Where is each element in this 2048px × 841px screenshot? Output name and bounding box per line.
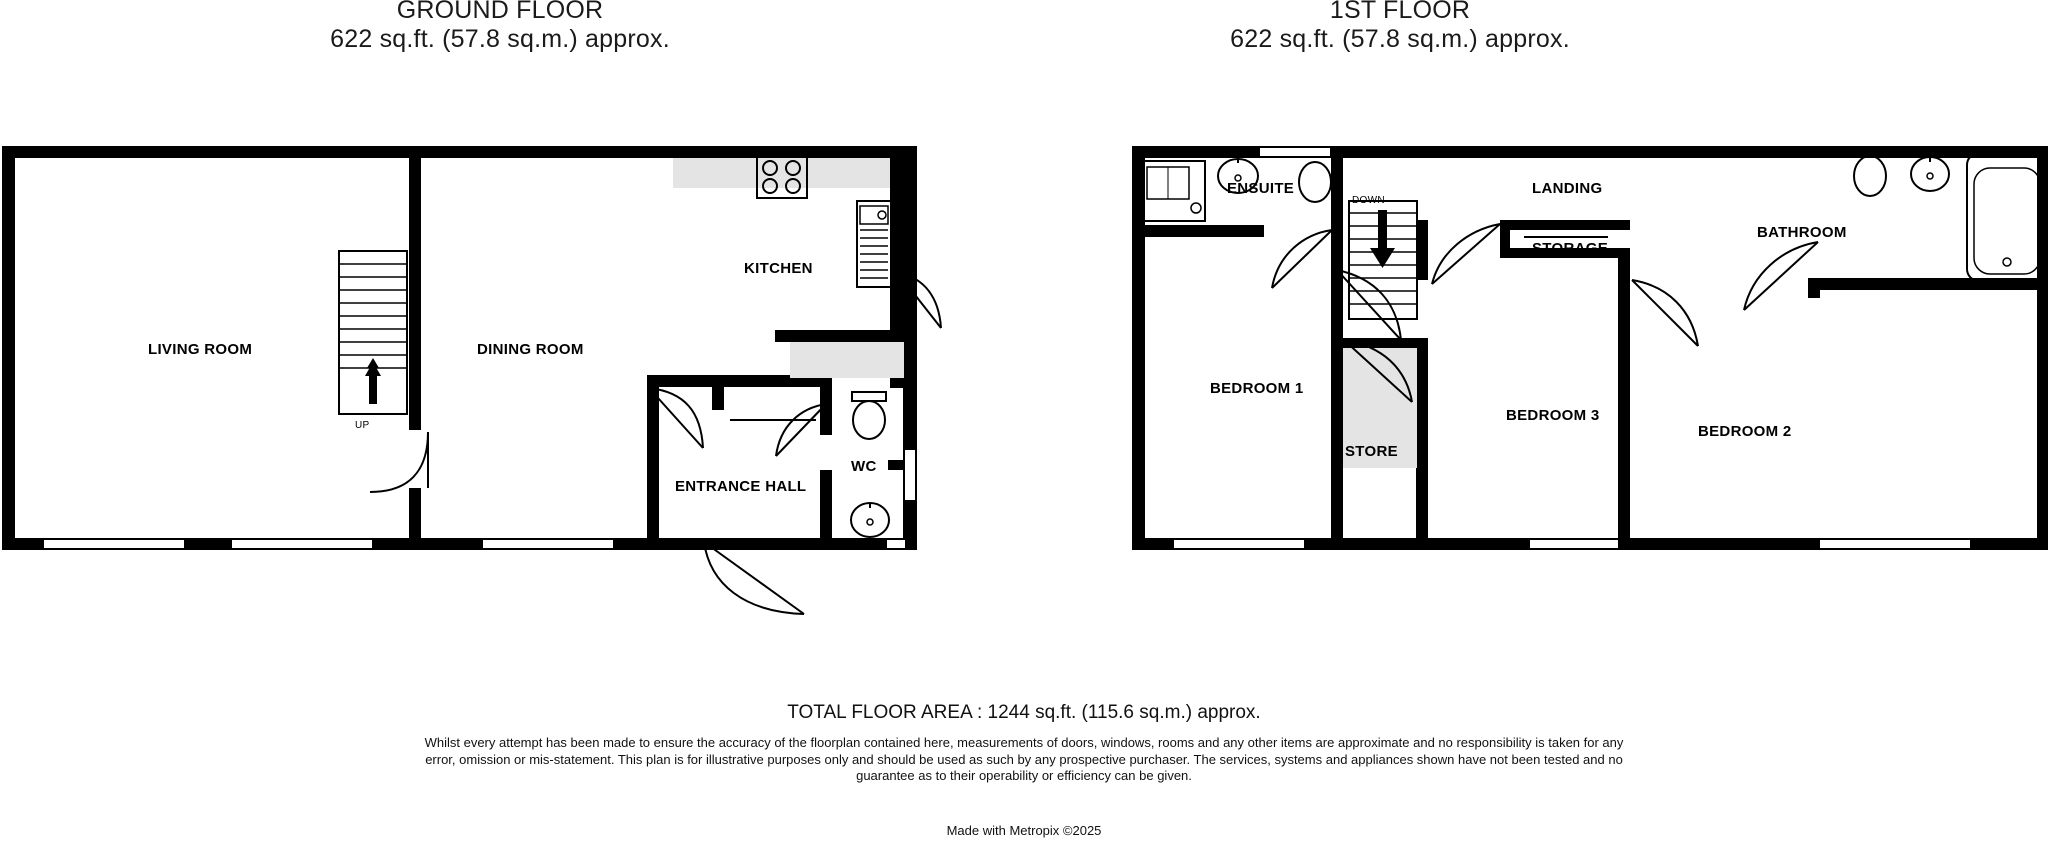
first-wall-bed3-right-top — [1618, 248, 1630, 268]
first-window-top — [1260, 146, 1330, 158]
room-label-bedroom-2: BEDROOM 2 — [1698, 423, 1792, 440]
room-label-dining-room: DINING ROOM — [477, 341, 584, 358]
first-door-bedroom3 — [1428, 222, 1502, 286]
ensuite-shower — [1140, 160, 1206, 222]
first-door-store — [1342, 338, 1414, 404]
first-wall-bed3-right — [1618, 248, 1630, 550]
ground-window-1 — [44, 538, 184, 550]
bathroom-toilet — [1850, 152, 1890, 202]
disclaimer-text: Whilst every attempt has been made to ensure the accuracy of the floorplan contained here, measurements of doors, windows, rooms and any other items are approximate and no responsibility is taken for any error, omission or mis-statement. This plan is for illustrative purposes only and should be used as such by any prospective purchaser. The services, systems and appliances shown have not been tested and no guarantee as to their operability or efficiency can be given. — [424, 735, 1624, 783]
room-label-storage: STORAGE — [1532, 240, 1609, 257]
ground-window-3 — [483, 538, 613, 550]
ground-door-wc — [770, 400, 830, 460]
wc-toilet — [848, 392, 890, 440]
ground-floor-plan — [0, 0, 960, 600]
room-label-landing: LANDING — [1532, 180, 1603, 197]
first-wall-ensuite-bottom — [1132, 225, 1264, 237]
ground-door-living — [368, 430, 448, 500]
room-label-store: STORE — [1345, 443, 1398, 460]
ground-window-right — [903, 450, 917, 500]
kitchen-oven — [856, 200, 892, 288]
first-wall-storage-top — [1500, 220, 1630, 230]
first-door-ensuite — [1268, 228, 1334, 290]
first-floor-plan — [1120, 0, 2048, 600]
room-label-bedroom-3: BEDROOM 3 — [1506, 407, 1600, 424]
ground-wall-wc-notch — [888, 460, 904, 470]
ground-window-2 — [232, 538, 372, 550]
ground-staircase — [338, 250, 408, 415]
total-floor-area: TOTAL FLOOR AREA : 1244 sq.ft. (115.6 sq.m.) approx. — [787, 702, 1261, 723]
room-label-bathroom: BATHROOM — [1757, 224, 1847, 241]
wc-basin — [848, 498, 892, 540]
first-wall-store-right — [1416, 338, 1428, 550]
room-label-living-room: LIVING ROOM — [148, 341, 253, 358]
first-floor-title: 1ST FLOOR — [1329, 0, 1471, 24]
first-window-b2 — [1530, 538, 1630, 550]
ground-wall-left — [2, 146, 15, 550]
first-floor-area: 622 sq.ft. (57.8 sq.m.) approx. — [1230, 25, 1570, 53]
ground-door-entrance — [700, 540, 810, 620]
ground-door-hall — [645, 386, 705, 456]
first-window-b3 — [1820, 538, 1970, 550]
bathroom-bath — [1966, 152, 2048, 282]
room-label-entrance-hall: ENTRANCE HALL — [675, 478, 807, 495]
ground-stair-direction-label: UP — [355, 420, 370, 431]
kitchen-hob — [756, 155, 808, 199]
ground-floor-area: 622 sq.ft. (57.8 sq.m.) approx. — [330, 25, 670, 53]
credit-text: Made with Metropix ©2025 — [946, 823, 1102, 838]
room-label-kitchen: KITCHEN — [744, 260, 813, 277]
ground-floor-title: GROUND FLOOR — [396, 0, 604, 24]
ground-wall-wc-right-lower — [820, 470, 832, 550]
ground-door-kitchen-external — [895, 270, 943, 330]
first-door-bedroom1 — [1335, 268, 1405, 343]
ensuite-toilet — [1295, 158, 1335, 208]
room-label-wc: WC — [851, 458, 877, 475]
entrance-hall-counter — [728, 414, 818, 426]
room-label-bedroom-1: BEDROOM 1 — [1210, 380, 1304, 397]
first-door-bedroom2 — [1630, 278, 1700, 348]
first-stair-direction-label: DOWN — [1352, 195, 1385, 206]
room-label-ensuite: ENSUITE — [1227, 180, 1295, 197]
kitchen-counter-lower — [790, 342, 904, 378]
first-window-b1 — [1174, 538, 1304, 550]
first-door-bathroom — [1740, 240, 1820, 312]
bathroom-basin — [1908, 152, 1952, 194]
ground-wall-hall-top — [775, 330, 905, 342]
